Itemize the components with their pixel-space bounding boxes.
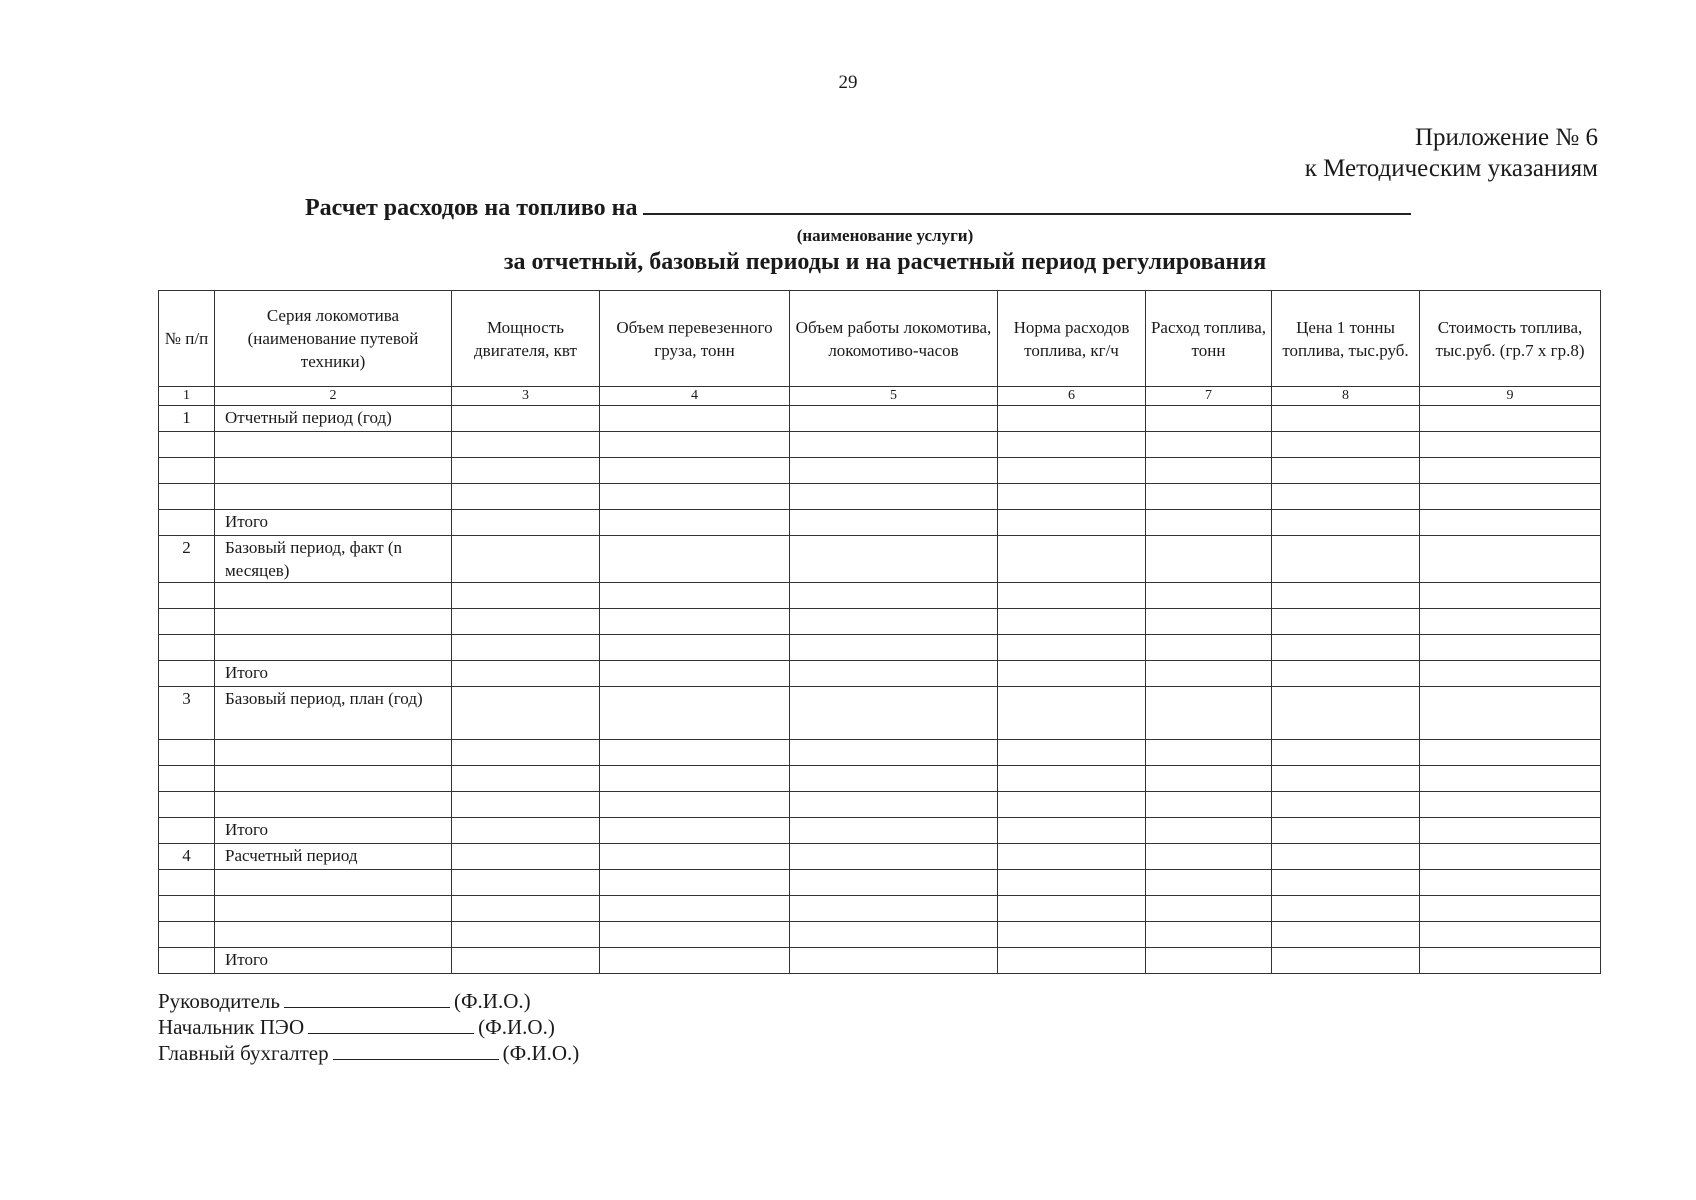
data-cell: [998, 870, 1146, 896]
row-number: [159, 922, 215, 948]
row-label: Расчетный период: [215, 844, 452, 870]
data-cell: [1146, 432, 1272, 458]
data-cell: [790, 792, 998, 818]
column-number: 2: [215, 387, 452, 406]
data-cell: [790, 609, 998, 635]
data-cell: [1420, 458, 1601, 484]
signature-role: Главный бухгалтер: [158, 1041, 329, 1065]
data-cell: [790, 948, 998, 974]
row-label: Итого: [215, 818, 452, 844]
data-cell: [1420, 406, 1601, 432]
data-cell: [998, 948, 1146, 974]
fuel-cost-table: [158, 290, 1601, 974]
header-cell: Серия локомотива (наименование путевой техники): [215, 291, 452, 387]
signature-line-peo: [158, 1014, 579, 1040]
data-cell: [1272, 766, 1420, 792]
row-number: [159, 510, 215, 536]
data-cell: [452, 740, 600, 766]
row-number: [159, 484, 215, 510]
data-cell: [1146, 536, 1272, 583]
document-subtitle: за отчетный, базовый периоды и на расчетный период регулирования: [503, 249, 1267, 275]
table-row: [159, 536, 1601, 583]
data-cell: [1420, 635, 1601, 661]
row-number: 4: [159, 844, 215, 870]
table-row: [159, 870, 1601, 896]
data-cell: [1420, 922, 1601, 948]
row-label: [215, 740, 452, 766]
row-label: [215, 870, 452, 896]
data-cell: [452, 406, 600, 432]
data-cell: [1146, 458, 1272, 484]
row-number: [159, 740, 215, 766]
data-cell: [452, 948, 600, 974]
row-number: [159, 661, 215, 687]
table-row: [159, 635, 1601, 661]
data-cell: [1420, 583, 1601, 609]
document-title: [305, 193, 1411, 222]
data-cell: [998, 510, 1146, 536]
row-label: [215, 583, 452, 609]
row-label: [215, 792, 452, 818]
data-cell: [1146, 687, 1272, 740]
signature-fio: (Ф.И.О.): [478, 1015, 555, 1039]
data-cell: [1146, 484, 1272, 510]
data-cell: [1272, 510, 1420, 536]
data-cell: [998, 740, 1146, 766]
column-number: 5: [790, 387, 998, 406]
data-cell: [998, 844, 1146, 870]
data-cell: [998, 687, 1146, 740]
column-number: 4: [600, 387, 790, 406]
data-cell: [1146, 766, 1272, 792]
data-cell: [1146, 818, 1272, 844]
table-row: [159, 766, 1601, 792]
row-label: [215, 896, 452, 922]
header-cell: Цена 1 тонны топлива, тыс.руб.: [1272, 291, 1420, 387]
table-row: [159, 844, 1601, 870]
data-cell: [452, 896, 600, 922]
row-label: [215, 922, 452, 948]
data-cell: [1420, 818, 1601, 844]
data-cell: [998, 536, 1146, 583]
table-row: [159, 406, 1601, 432]
service-caption: (наименование услуги): [796, 226, 974, 245]
data-cell: [1146, 740, 1272, 766]
data-cell: [452, 766, 600, 792]
data-cell: [452, 870, 600, 896]
data-cell: [1420, 484, 1601, 510]
data-cell: [452, 818, 600, 844]
data-cell: [790, 687, 998, 740]
data-cell: [452, 635, 600, 661]
row-number: [159, 609, 215, 635]
table-row: [159, 484, 1601, 510]
column-number: 8: [1272, 387, 1420, 406]
data-cell: [1420, 661, 1601, 687]
header-cell: № п/п: [159, 291, 215, 387]
data-cell: [1420, 870, 1601, 896]
data-cell: [1272, 922, 1420, 948]
table-row: [159, 661, 1601, 687]
data-cell: [998, 922, 1146, 948]
data-cell: [600, 661, 790, 687]
data-cell: [1272, 536, 1420, 583]
row-label: [215, 484, 452, 510]
row-label: Итого: [215, 510, 452, 536]
data-cell: [600, 792, 790, 818]
row-number: [159, 458, 215, 484]
signature-role: Руководитель: [158, 989, 280, 1013]
header-cell: Норма расходов топлива, кг/ч: [998, 291, 1146, 387]
row-number: 2: [159, 536, 215, 583]
row-number: [159, 896, 215, 922]
data-cell: [1146, 896, 1272, 922]
data-cell: [1146, 922, 1272, 948]
page-number: 29: [838, 72, 858, 93]
data-cell: [1146, 609, 1272, 635]
data-cell: [1272, 844, 1420, 870]
data-cell: [1272, 661, 1420, 687]
data-cell: [998, 406, 1146, 432]
data-cell: [790, 432, 998, 458]
data-cell: [1272, 484, 1420, 510]
header-cell: Объем перевезенного груза, тонн: [600, 291, 790, 387]
title-text: Расчет расходов на топливо на: [305, 195, 638, 221]
data-cell: [452, 458, 600, 484]
data-cell: [1146, 844, 1272, 870]
data-cell: [1420, 687, 1601, 740]
data-cell: [600, 844, 790, 870]
row-number: [159, 583, 215, 609]
row-label: Итого: [215, 661, 452, 687]
data-cell: [1272, 406, 1420, 432]
data-cell: [1272, 458, 1420, 484]
data-cell: [998, 818, 1146, 844]
header-cell: Мощность двигателя, квт: [452, 291, 600, 387]
data-cell: [600, 484, 790, 510]
data-cell: [600, 740, 790, 766]
row-label: [215, 432, 452, 458]
signature-block: [158, 988, 579, 1066]
row-number: [159, 766, 215, 792]
table-row: [159, 792, 1601, 818]
data-cell: [1272, 609, 1420, 635]
table-row: [159, 432, 1601, 458]
data-cell: [452, 922, 600, 948]
row-label: Базовый период, план (год): [215, 687, 452, 740]
data-cell: [1146, 635, 1272, 661]
data-cell: [790, 635, 998, 661]
row-number: 1: [159, 406, 215, 432]
data-cell: [998, 458, 1146, 484]
data-cell: [1420, 510, 1601, 536]
data-cell: [790, 818, 998, 844]
data-cell: [452, 792, 600, 818]
table-row: [159, 687, 1601, 740]
row-label: [215, 609, 452, 635]
data-cell: [998, 635, 1146, 661]
data-cell: [1420, 432, 1601, 458]
data-cell: [1420, 609, 1601, 635]
data-cell: [1272, 583, 1420, 609]
row-number: [159, 948, 215, 974]
data-cell: [790, 661, 998, 687]
data-cell: [790, 406, 998, 432]
data-cell: [600, 870, 790, 896]
header-cell: Объем работы локомотива, локомотиво-часов: [790, 291, 998, 387]
data-cell: [452, 536, 600, 583]
data-cell: [1272, 635, 1420, 661]
data-cell: [1272, 432, 1420, 458]
data-cell: [1272, 870, 1420, 896]
signature-role: Начальник ПЭО: [158, 1015, 305, 1039]
data-cell: [452, 484, 600, 510]
table-row: [159, 922, 1601, 948]
header-cell: Стоимость топлива, тыс.руб. (гр.7 х гр.8): [1420, 291, 1601, 387]
data-cell: [1272, 792, 1420, 818]
data-cell: [1146, 406, 1272, 432]
data-cell: [452, 844, 600, 870]
data-cell: [1146, 583, 1272, 609]
data-cell: [790, 766, 998, 792]
signature-blank: [333, 1041, 499, 1060]
data-cell: [1420, 766, 1601, 792]
data-cell: [452, 583, 600, 609]
data-cell: [1146, 870, 1272, 896]
data-cell: [1272, 896, 1420, 922]
data-cell: [452, 510, 600, 536]
row-label: Отчетный период (год): [215, 406, 452, 432]
appendix-number: Приложение № 6: [1414, 124, 1598, 151]
data-cell: [1420, 536, 1601, 583]
row-number: [159, 792, 215, 818]
column-number: 1: [159, 387, 215, 406]
row-number: 3: [159, 687, 215, 740]
row-number: [159, 870, 215, 896]
data-cell: [790, 458, 998, 484]
data-cell: [998, 583, 1146, 609]
data-cell: [998, 792, 1146, 818]
data-cell: [600, 458, 790, 484]
header-cell: Расход топлива, тонн: [1146, 291, 1272, 387]
header-row: [159, 291, 1601, 387]
table-body: [159, 387, 1601, 974]
row-label: [215, 766, 452, 792]
signature-blank: [308, 1015, 474, 1034]
data-cell: [600, 635, 790, 661]
data-cell: [600, 536, 790, 583]
data-cell: [1146, 661, 1272, 687]
data-cell: [790, 870, 998, 896]
table-row: [159, 510, 1601, 536]
table-row: [159, 583, 1601, 609]
data-cell: [790, 583, 998, 609]
signature-fio: (Ф.И.О.): [502, 1041, 580, 1065]
data-cell: [600, 818, 790, 844]
data-cell: [1146, 792, 1272, 818]
data-cell: [1420, 948, 1601, 974]
data-cell: [452, 661, 600, 687]
data-cell: [998, 432, 1146, 458]
signature-blank: [284, 989, 450, 1008]
data-cell: [790, 484, 998, 510]
data-cell: [600, 609, 790, 635]
column-number: 7: [1146, 387, 1272, 406]
service-name-blank: [643, 193, 1411, 215]
column-number: 6: [998, 387, 1146, 406]
data-cell: [790, 510, 998, 536]
data-cell: [600, 406, 790, 432]
data-cell: [790, 896, 998, 922]
column-number: 3: [452, 387, 600, 406]
data-cell: [998, 766, 1146, 792]
row-label: Базовый период, факт (n месяцев): [215, 536, 452, 583]
data-cell: [452, 687, 600, 740]
signature-line-accountant: [158, 1040, 579, 1066]
row-label: Итого: [215, 948, 452, 974]
signature-line-head: [158, 988, 579, 1014]
data-cell: [600, 583, 790, 609]
data-cell: [600, 922, 790, 948]
data-cell: [1272, 948, 1420, 974]
data-cell: [998, 484, 1146, 510]
table-row: [159, 609, 1601, 635]
row-label: [215, 458, 452, 484]
table-row: [159, 740, 1601, 766]
row-number: [159, 635, 215, 661]
data-cell: [998, 609, 1146, 635]
data-cell: [1146, 948, 1272, 974]
data-cell: [600, 896, 790, 922]
data-cell: [452, 609, 600, 635]
data-cell: [1420, 792, 1601, 818]
data-cell: [1420, 740, 1601, 766]
data-cell: [790, 844, 998, 870]
table-row: [159, 818, 1601, 844]
column-number-row: [159, 387, 1601, 406]
data-cell: [600, 510, 790, 536]
signature-fio: (Ф.И.О.): [453, 989, 531, 1013]
data-cell: [1420, 844, 1601, 870]
data-cell: [1272, 740, 1420, 766]
appendix-note: [1305, 122, 1598, 184]
data-cell: [1146, 510, 1272, 536]
table-row: [159, 948, 1601, 974]
data-cell: [998, 661, 1146, 687]
row-label: [215, 635, 452, 661]
data-cell: [600, 948, 790, 974]
row-number: [159, 432, 215, 458]
data-cell: [1272, 687, 1420, 740]
data-cell: [1272, 818, 1420, 844]
data-cell: [790, 922, 998, 948]
data-cell: [600, 687, 790, 740]
appendix-reference: к Методическим указаниям: [1304, 155, 1598, 182]
row-number: [159, 818, 215, 844]
table-row: [159, 458, 1601, 484]
column-number: 9: [1420, 387, 1601, 406]
data-cell: [1420, 896, 1601, 922]
data-cell: [790, 536, 998, 583]
data-cell: [600, 766, 790, 792]
data-cell: [998, 896, 1146, 922]
table-row: [159, 896, 1601, 922]
data-cell: [600, 432, 790, 458]
data-cell: [790, 740, 998, 766]
data-cell: [452, 432, 600, 458]
